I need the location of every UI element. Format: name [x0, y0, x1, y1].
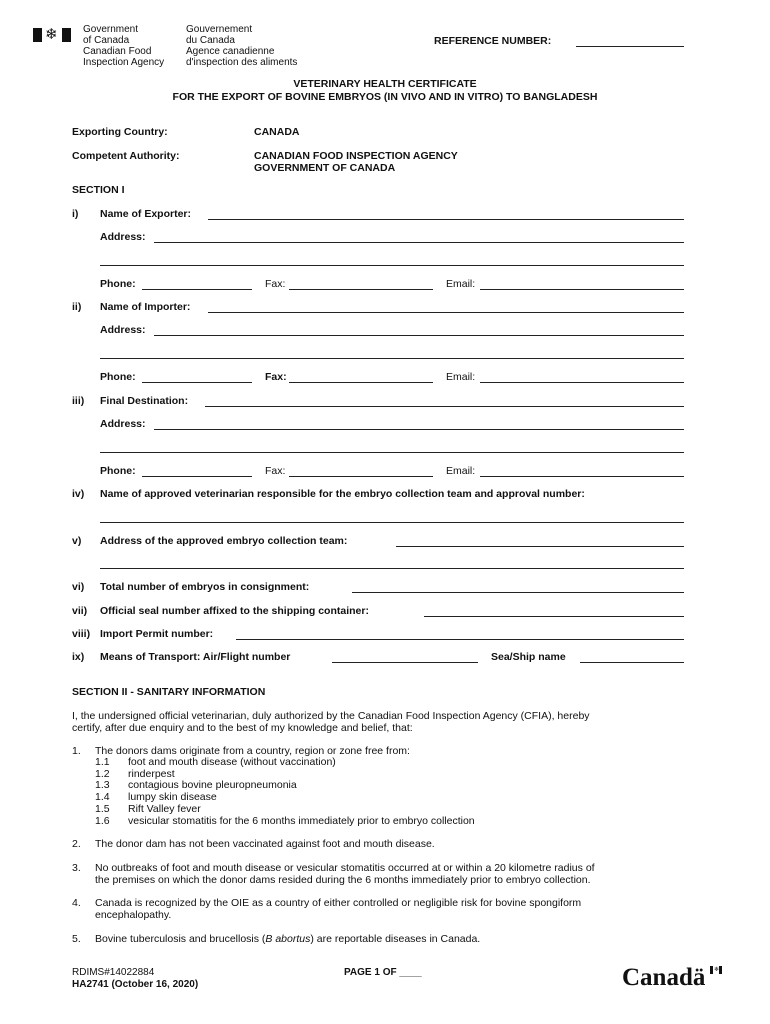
item-vi-number: vi) — [72, 581, 85, 593]
importer-email-label: Email: — [446, 371, 476, 383]
embryo-count-label: Total number of embryos in consignment: — [100, 581, 310, 593]
form-number: HA2741 (October 16, 2020) — [72, 979, 199, 990]
subitem-number: 1.6 — [95, 814, 110, 827]
gov-fr — [186, 24, 252, 46]
veterinarian-field[interactable] — [100, 522, 684, 523]
destination-email-field[interactable] — [480, 476, 684, 477]
exporter-phone-label: Phone: — [100, 278, 136, 290]
agency-fr-line2: d'inspection des aliments — [186, 57, 298, 68]
ship-name-field[interactable] — [580, 662, 684, 663]
destination-fax-label: Fax: — [265, 465, 286, 477]
collection-team-address-field-2[interactable] — [100, 568, 684, 569]
clause-3-line1: No outbreaks of foot and mouth disease or vesicular stomatitis occurred at or within a 20 kilometre radius of — [95, 862, 595, 874]
exporter-address-field-2[interactable] — [100, 265, 684, 266]
reference-number-field[interactable] — [576, 46, 684, 47]
gov-en — [83, 24, 138, 46]
clause-5-italic: B abortus — [265, 933, 311, 945]
gov-fr-line2: du Canada — [186, 35, 235, 46]
exporting-country-value: CANADA — [254, 126, 300, 138]
importer-email-field[interactable] — [480, 382, 684, 383]
destination-email-label: Email: — [446, 465, 476, 477]
agency-fr-line1: Agence canadienne — [186, 46, 275, 57]
rdims-number: RDIMS#14022884 — [72, 967, 155, 978]
flight-number-field[interactable] — [332, 662, 478, 663]
exporter-name-field[interactable] — [208, 219, 684, 220]
final-destination-field[interactable] — [205, 406, 684, 407]
ship-name-label: Sea/Ship name — [491, 651, 566, 663]
destination-address-label: Address: — [100, 418, 146, 430]
clause-2-number: 2. — [72, 838, 81, 850]
gov-en-line1: Government — [83, 24, 139, 35]
item-viii-number: viii) — [72, 628, 91, 640]
agency-en — [83, 46, 164, 68]
subitem-number: 1.5 — [95, 802, 110, 815]
importer-name-field[interactable] — [208, 312, 684, 313]
agency-en-line1: Canadian Food — [83, 46, 152, 57]
exporting-country-label: Exporting Country: — [72, 126, 168, 138]
exporter-phone-field[interactable] — [142, 289, 252, 290]
exporter-fax-label: Fax: — [265, 278, 286, 290]
canada-wordmark: Canadä — [622, 964, 706, 991]
embryo-count-field[interactable] — [352, 592, 684, 593]
clause-4-line1: Canada is recognized by the OIE as a country of either controlled or negligible risk for bovine spongiform — [95, 897, 582, 909]
clause-5-text-pre: Bovine tuberculosis and brucellosis ( — [95, 933, 266, 945]
subitem-text: foot and mouth disease (without vaccination) — [128, 756, 336, 768]
destination-phone-label: Phone: — [100, 465, 136, 477]
item-ix-number: ix) — [72, 651, 85, 663]
import-permit-field[interactable] — [236, 639, 684, 640]
clause-4-text — [95, 897, 581, 921]
exporter-email-field[interactable] — [480, 289, 684, 290]
section-2-intro-line2: certify, after due enquiry and to the best of my knowledge and belief, that: — [72, 722, 413, 734]
clause-5-text — [95, 933, 480, 945]
exporter-address-field[interactable] — [154, 242, 684, 243]
exporter-name-label: Name of Exporter: — [100, 208, 192, 220]
final-destination-label: Final Destination: — [100, 395, 189, 407]
item-iv-number: iv) — [72, 488, 85, 500]
clause-5-number: 5. — [72, 933, 81, 945]
gov-en-line2: of Canada — [83, 35, 130, 46]
agency-fr — [186, 46, 297, 68]
importer-fax-field[interactable] — [289, 382, 433, 383]
importer-name-label: Name of Importer: — [100, 301, 191, 313]
subitem-text: contagious bovine pleuropneumonia — [128, 779, 297, 792]
subitem-number: 1.1 — [95, 756, 110, 768]
clause-3-line2: the premises on which the donor dams resided during the 6 months immediately prior to embryo collection. — [95, 874, 591, 886]
page-number: PAGE 1 OF ____ — [344, 967, 422, 978]
competent-authority-value: CANADIAN FOOD INSPECTION AGENCY — [254, 150, 458, 162]
section-2-intro — [72, 710, 692, 734]
item-vii-number: vii) — [72, 605, 88, 617]
importer-phone-field[interactable] — [142, 382, 252, 383]
importer-address-label: Address: — [100, 324, 146, 336]
canada-flag-icon: ❄ — [33, 28, 71, 42]
competent-authority-label: Competent Authority: — [72, 150, 180, 162]
importer-fax-label: Fax: — [265, 371, 287, 383]
collection-team-address-label: Address of the approved embryo collection team: — [100, 535, 348, 547]
destination-phone-field[interactable] — [142, 476, 252, 477]
clause-3-text — [95, 862, 595, 886]
item-ii-number: ii) — [72, 301, 82, 313]
subitem-text: rinderpest — [128, 767, 175, 780]
subitem-text: vesicular stomatitis for the 6 months immediately prior to embryo collection — [128, 814, 475, 827]
subitem-text: lumpy skin disease — [128, 791, 217, 804]
subitem-number: 1.3 — [95, 779, 110, 792]
item-iii-number: iii) — [72, 395, 85, 407]
item-i-number: i) — [72, 208, 79, 220]
exporter-email-label: Email: — [446, 278, 476, 290]
seal-number-label: Official seal number affixed to the shipping container: — [100, 605, 369, 617]
destination-address-field-2[interactable] — [100, 452, 684, 453]
seal-number-field[interactable] — [424, 616, 684, 617]
clause-2-text: The donor dam has not been vaccinated against foot and mouth disease. — [95, 838, 435, 850]
veterinarian-label: Name of approved veterinarian responsible for the embryo collection team and approval number: — [100, 488, 585, 500]
clause-1-subitems — [95, 757, 475, 827]
subitem — [95, 816, 475, 828]
canada-wordmark-flag-icon: ❄ — [710, 966, 722, 974]
importer-address-field-2[interactable] — [100, 358, 684, 359]
certificate-title: VETERINARY HEALTH CERTIFICATE — [293, 78, 477, 90]
clause-1-number: 1. — [72, 745, 81, 757]
importer-phone-label: Phone: — [100, 371, 136, 383]
certificate-subtitle: FOR THE EXPORT OF BOVINE EMBRYOS (IN VIVO AND IN VITRO) TO BANGLADESH — [172, 91, 598, 103]
clause-4-line2: encephalopathy. — [95, 909, 172, 921]
destination-address-field[interactable] — [154, 429, 684, 430]
exporter-address-label: Address: — [100, 231, 146, 243]
flight-number-label: Means of Transport: Air/Flight number — [100, 651, 291, 663]
reference-number-label: REFERENCE NUMBER: — [434, 35, 552, 47]
import-permit-label: Import Permit number: — [100, 628, 214, 640]
importer-address-field[interactable] — [154, 335, 684, 336]
section-2-heading: SECTION II - SANITARY INFORMATION — [72, 686, 266, 698]
exporter-fax-field[interactable] — [289, 289, 433, 290]
subitem-number: 1.4 — [95, 791, 110, 804]
subitem-text: Rift Valley fever — [128, 802, 201, 815]
section-1-heading: SECTION I — [72, 184, 125, 196]
agency-en-line2: Inspection Agency — [83, 57, 165, 68]
gov-fr-line1: Gouvernement — [186, 24, 253, 35]
clause-3-number: 3. — [72, 862, 81, 874]
clause-5-text-post: ) are reportable diseases in Canada. — [310, 933, 481, 945]
collection-team-address-field[interactable] — [396, 546, 684, 547]
clause-4-number: 4. — [72, 897, 81, 909]
clause-1-text: The donors dams originate from a country, region or zone free from: — [95, 745, 410, 757]
competent-authority-value2: GOVERNMENT OF CANADA — [254, 162, 396, 174]
subitem-number: 1.2 — [95, 767, 110, 780]
item-v-number: v) — [72, 535, 82, 547]
section-2-intro-line1: I, the undersigned official veterinarian, duly authorized by the Canadian Food Inspection Agency (CFIA), hereby — [72, 710, 590, 722]
destination-fax-field[interactable] — [289, 476, 433, 477]
